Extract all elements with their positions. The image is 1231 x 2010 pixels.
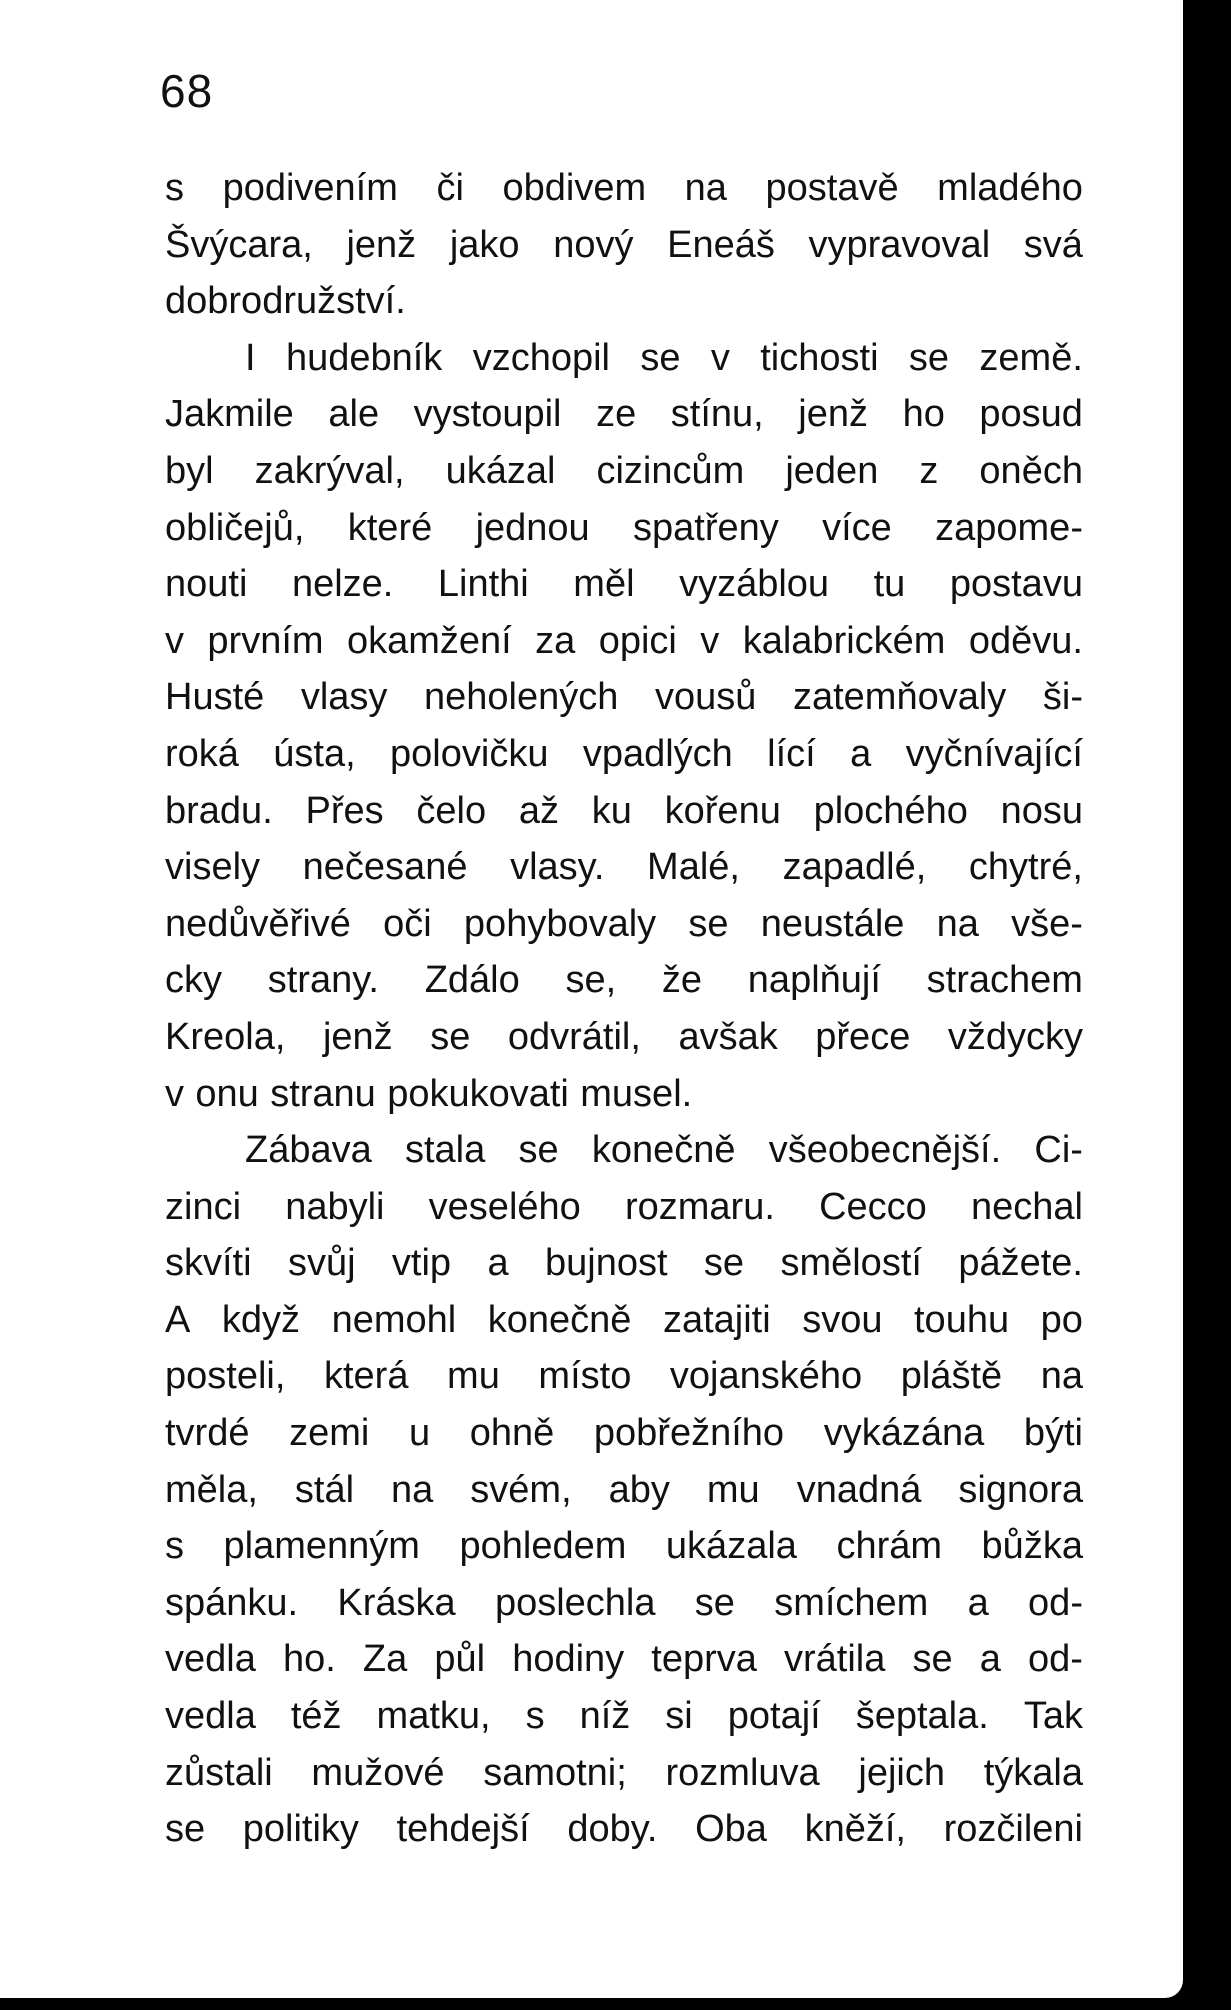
text-line: dobrodružství.: [165, 280, 406, 323]
text-line: skvíti svůj vtip a bujnost se smělostí pážete.: [165, 1242, 1083, 1285]
text-line: obličejů, které jednou spatřeny více zapome-: [165, 506, 1083, 549]
text-line: v prvním okamžení za opici v kalabrickém oděvu.: [165, 619, 1083, 662]
text-line: spánku. Kráska poslechla se smíchem a od-: [165, 1581, 1083, 1624]
text-line: visely nečesané vlasy. Malé, zapadlé, chytré,: [165, 846, 1083, 889]
text-line: nouti nelze. Linthi měl vyzáblou tu postavu: [165, 563, 1083, 606]
text-line: tvrdé zemi u ohně pobřežního vykázána býti: [165, 1412, 1083, 1455]
text-line: nedůvěřivé oči pohybovaly se neustále na vše-: [165, 902, 1083, 945]
page-number: 68: [160, 65, 214, 117]
text-line: s plamenným pohledem ukázala chrám bůžka: [165, 1525, 1083, 1568]
text-line: Husté vlasy neholených vousů zatemňovaly ši-: [165, 676, 1083, 719]
text-line: roká ústa, polovičku vpadlých lící a vyčnívající: [165, 732, 1083, 775]
text-line: Švýcara, jenž jako nový Eneáš vypravoval svá: [165, 223, 1083, 266]
text-line: měla, stál na svém, aby mu vnadná signora: [165, 1468, 1083, 1511]
text-line: A když nemohl konečně zatajiti svou touhu po: [165, 1298, 1083, 1341]
text-line: posteli, která mu místo vojanského pláště na: [165, 1355, 1083, 1398]
text-line: zůstali mužové samotni; rozmluva jejich týkala: [165, 1751, 1083, 1794]
text-line: cky strany. Zdálo se, že naplňují strachem: [165, 959, 1083, 1002]
text-line: vedla též matku, s níž si potají šeptala. Tak: [165, 1695, 1083, 1738]
text-line: Kreola, jenž se odvrátil, avšak přece vždycky: [165, 1015, 1083, 1058]
scan-border: [1183, 0, 1231, 2010]
text-line: bradu. Přes čelo až ku kořenu plochého nosu: [165, 789, 1083, 832]
text-line: v onu stranu pokukovati musel.: [165, 1072, 693, 1115]
text-line: zinci nabyli veselého rozmaru. Cecco nechal: [165, 1185, 1083, 1228]
text-line: se politiky tehdejší doby. Oba kněží, rozčileni: [165, 1808, 1083, 1851]
text-line: s podivením či obdivem na postavě mladého: [165, 167, 1083, 209]
text-line: Jakmile ale vystoupil ze stínu, jenž ho posud: [165, 393, 1083, 436]
text-line: vedla ho. Za půl hodiny teprva vrátila se a od-: [165, 1638, 1083, 1681]
text-line: Zábava stala se konečně všeobecnější. Ci-: [245, 1129, 1083, 1172]
body-text: [165, 160, 1083, 1858]
text-line: I hudebník vzchopil se v tichosti se země.: [245, 336, 1083, 379]
text-line: byl zakrýval, ukázal cizincům jeden z oněch: [165, 449, 1083, 492]
